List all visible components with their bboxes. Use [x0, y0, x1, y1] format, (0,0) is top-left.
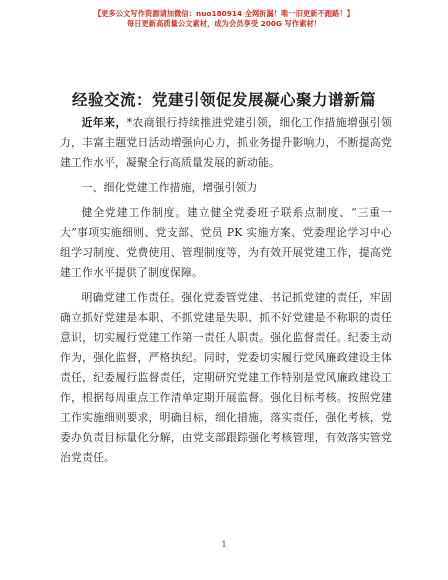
promo-banner — [0, 9, 448, 29]
page-number: 1 — [221, 540, 227, 549]
section-heading — [60, 178, 392, 198]
paragraph-text: *农商银行持续推进党建引领，细化工作措施增强引领力，丰富主题党日活动增强向心力，抓业务提升影响力，不断提高党建工作水平，凝聚全行高质量发展的新动能。 — [60, 116, 392, 169]
document-body — [60, 113, 392, 468]
document-title: 经验交流：党建引领促发展凝心聚力谱新篇 — [71, 90, 376, 109]
paragraph-text: 一、细化党建工作措施，增强引领力 — [81, 181, 258, 194]
paragraph-responsibility — [60, 288, 392, 468]
paragraph-intro — [60, 113, 392, 173]
paragraph-lead: 近年来， — [81, 116, 127, 129]
paragraph-system — [60, 203, 392, 283]
promo-banner-line2: 每日更新高质量公文素材，成为会员享受 200G 写作素材！ — [126, 19, 322, 28]
promo-banner-line1: 【更多公文写作资源请加微信：nuo180914 全网折漏！唯一旧更新不跑路！】 — [93, 9, 355, 18]
paragraph-text: 健全党建工作制度。建立健全党委班子联系点制度、“三重一大”事项实施细则、党支部、党员 PK 实施方案、党委理论学习中心组学习制度、党费使用、管理制度等，为有效开展党建工作，提高党建工作水平提供了制度保障。 — [60, 206, 392, 279]
paragraph-text: 明确党建工作责任。强化党委管党建、书记抓党建的责任，牢固确立抓好党建是本职、不抓党建是失职、抓不好党建是不称职的责任意识，切实履行党建工作第一责任人职责。强化监督责任。纪委主动作为，强化监督，严格执纪。同时，党委切实履行党风廉政建设主体责任，纪委履行监督责任，定期研究党建工作特别是党风廉政建设工作，根据每周重点工作清单定期开展监督。强化目标考核。按照党建工作实施细则要求，明确目标，细化措施，落实责任，强化考核，党委办负责目标量化分解，由党支部跟踪强化考核管理，有效落实管党治党责任。 — [60, 291, 392, 464]
